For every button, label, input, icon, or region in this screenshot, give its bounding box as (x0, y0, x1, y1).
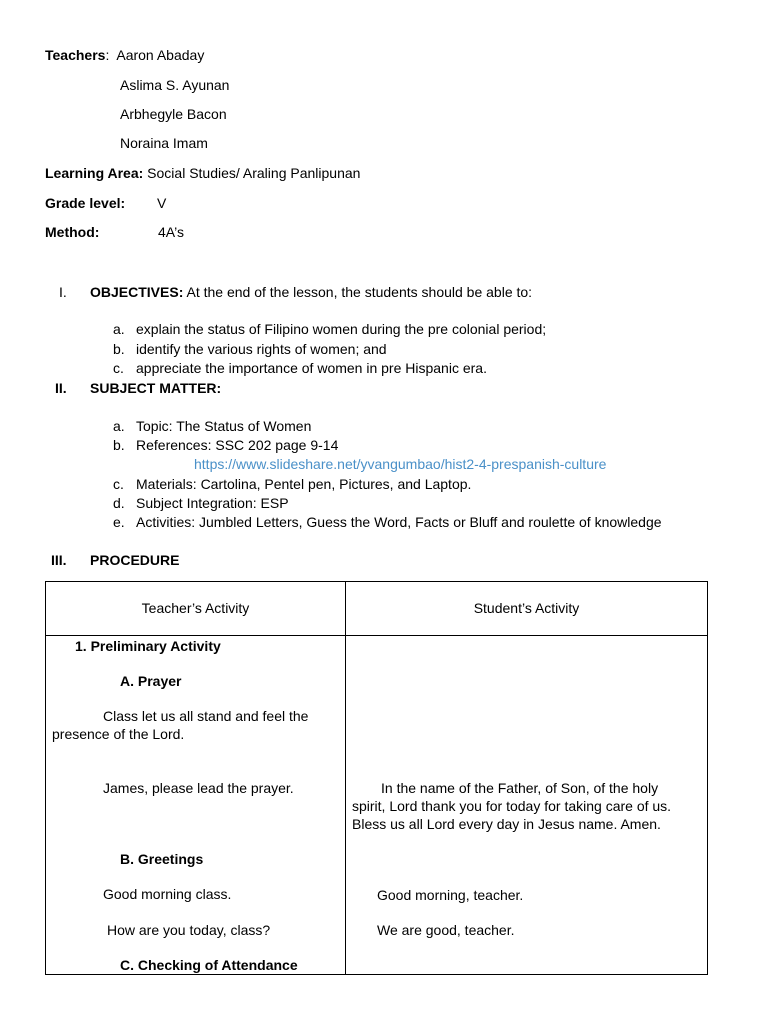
list-marker: e. (113, 514, 125, 530)
teacher-activity-header: Teacher’s Activity (141, 600, 250, 616)
list-item: Topic: The Status of Women (136, 418, 312, 434)
subject-matter-numeral: II. (55, 380, 67, 396)
student-reply: We are good, teacher. (377, 922, 515, 938)
teacher-name: Arbhegyle Bacon (120, 106, 227, 122)
teacher-prayer-line: Class let us all stand and feel the (103, 708, 309, 724)
teacher-prayer-line: presence of the Lord. (52, 726, 185, 742)
list-item: explain the status of Filipino women during the pre colonial period; (136, 321, 547, 337)
grade-value: V (157, 195, 167, 211)
list-marker: c. (113, 476, 124, 492)
method-label: Method: (45, 224, 100, 240)
student-prayer-line: Bless us all Lord every day in Jesus name. Amen. (352, 816, 661, 832)
procedure-title: PROCEDURE (90, 552, 180, 568)
list-item: References: SSC 202 page 9-14 (136, 437, 339, 453)
objectives-numeral: I. (59, 284, 67, 300)
teacher-name: Noraina Imam (120, 135, 208, 151)
list-item: Activities: Jumbled Letters, Guess the Word, Facts or Bluff and roulette of knowledge (136, 514, 662, 530)
table-header-row (46, 582, 708, 636)
reference-link[interactable]: https://www.slideshare.net/yvangumbao/hist2-4-prespanish-culture (194, 456, 607, 472)
preliminary-activity-heading: 1. Preliminary Activity (75, 638, 221, 654)
table-row (46, 636, 708, 975)
list-item: Materials: Cartolina, Pentel pen, Pictures, and Laptop. (136, 476, 472, 492)
teacher-name: Aslima S. Ayunan (120, 77, 230, 93)
list-marker: a. (113, 321, 125, 337)
learning-area-label: Learning Area: (45, 165, 144, 181)
teacher-name: Aaron Abaday (116, 47, 205, 63)
greetings-heading: B. Greetings (120, 851, 204, 867)
student-prayer-line: spirit, Lord thank you for today for taking care of us. (352, 798, 672, 814)
objectives-heading (90, 284, 532, 300)
subject-matter-title: SUBJECT MATTER: (90, 380, 222, 396)
teachers-label: Teachers (45, 47, 106, 63)
attendance-heading: C. Checking of Attendance (120, 957, 298, 973)
teacher-lead-prayer: James, please lead the prayer. (103, 780, 294, 796)
list-marker: b. (113, 341, 125, 357)
list-item: appreciate the importance of women in pre Hispanic era. (136, 360, 487, 376)
prayer-heading: A. Prayer (120, 673, 182, 689)
teachers-row: Teachers: Aaron Abaday (45, 47, 205, 63)
student-prayer-line: In the name of the Father, of Son, of the holy (381, 780, 659, 796)
student-reply: Good morning, teacher. (377, 887, 524, 903)
objectives-intro: At the end of the lesson, the students should be able to: (186, 284, 533, 300)
objectives-title: OBJECTIVES: (90, 284, 184, 300)
list-marker: a. (113, 418, 125, 434)
student-activity-cell (346, 636, 707, 974)
list-item: Subject Integration: ESP (136, 495, 289, 511)
list-marker: c. (113, 360, 124, 376)
list-marker: b. (113, 437, 125, 453)
list-marker: d. (113, 495, 125, 511)
student-activity-header: Student’s Activity (473, 600, 580, 616)
procedure-table (45, 581, 708, 975)
learning-area-row (45, 165, 360, 181)
method-value: 4A’s (158, 224, 184, 240)
teacher-activity-cell (46, 636, 345, 974)
grade-label: Grade level: (45, 195, 126, 211)
teacher-greeting: Good morning class. (103, 886, 232, 902)
procedure-numeral: III. (51, 552, 67, 568)
list-item: identify the various rights of women; and (136, 341, 387, 357)
learning-area-value: Social Studies/ Araling Panlipunan (147, 165, 361, 181)
teacher-greeting: How are you today, class? (107, 922, 271, 938)
